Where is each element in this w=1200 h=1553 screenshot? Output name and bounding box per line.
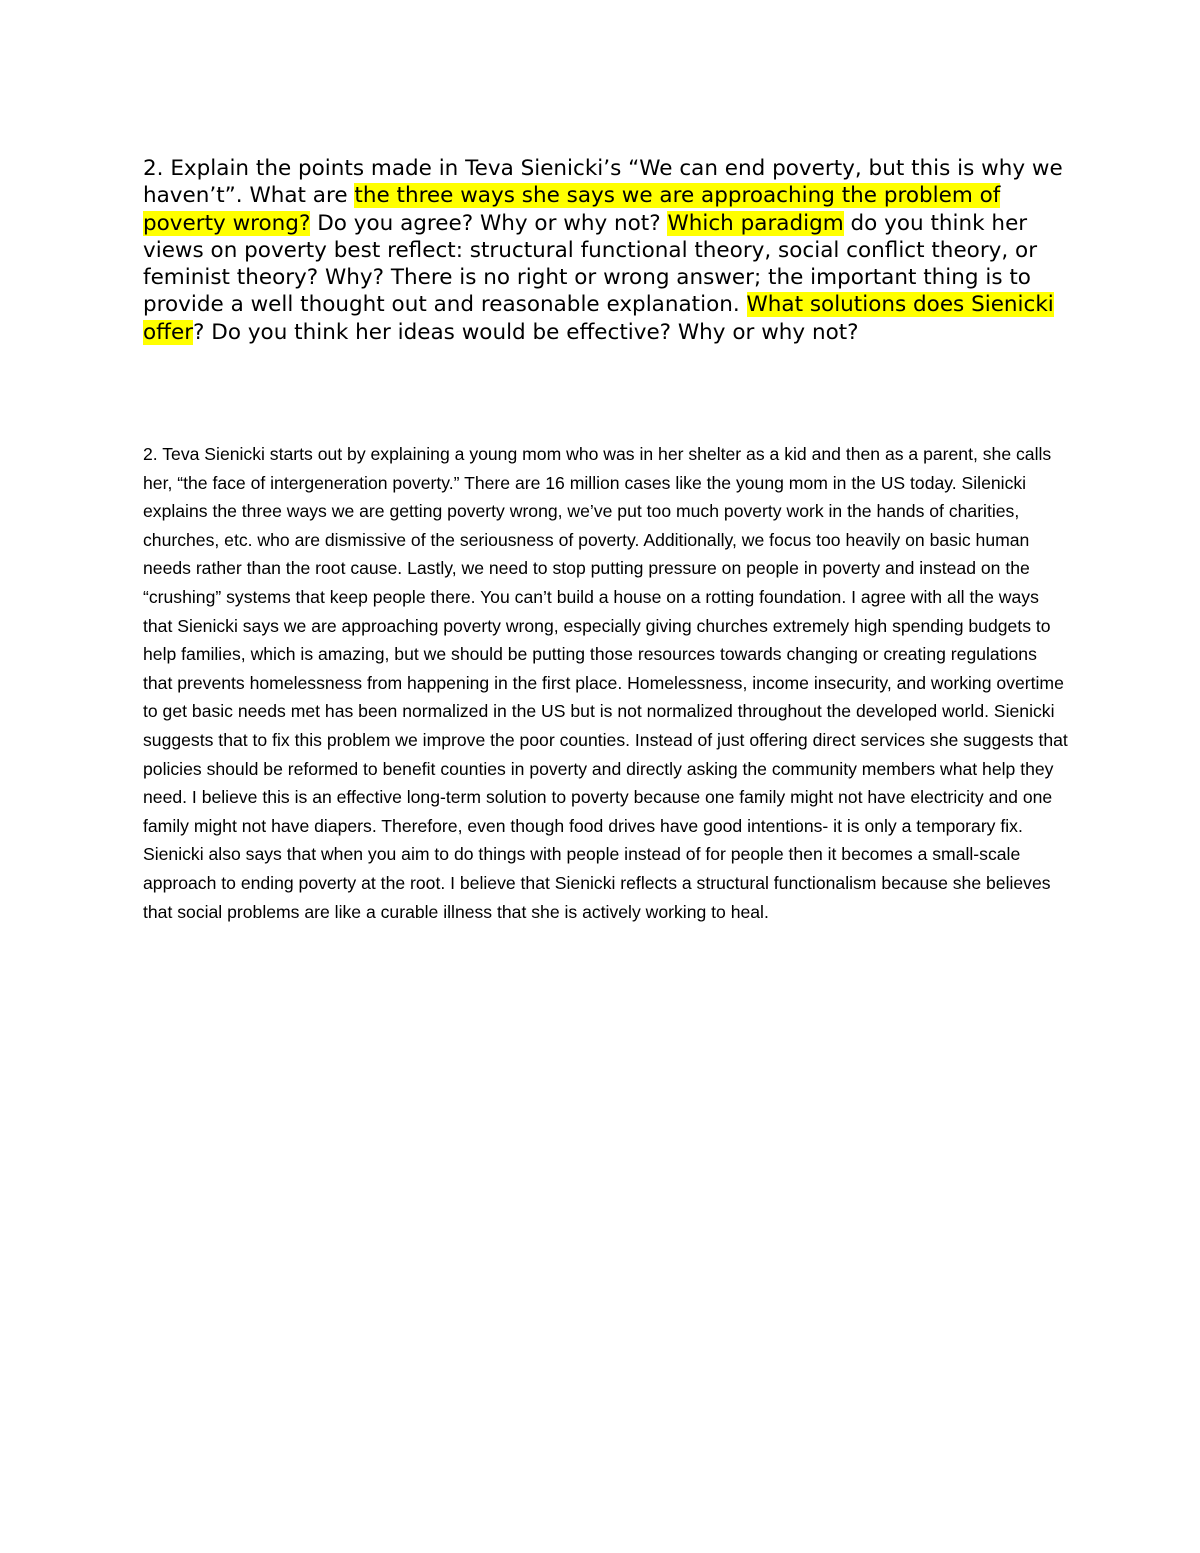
question-paragraph — [143, 155, 1068, 346]
question-text-3: do you think her views on poverty best reflect: structural functional theory, social conflict theory, or feminist theory? Why? There is no right or wrong answer; the important thing is to provide a well thought out and reasonable explanation. — [143, 210, 1038, 318]
question-text-2: Do you agree? Why or why not? — [310, 210, 668, 236]
highlight-which-paradigm: Which paradigm — [667, 210, 844, 236]
answer-paragraph: 2. Teva Sienicki starts out by explaining a young mom who was in her shelter as a kid and then as a parent, she calls her, “the face of intergeneration poverty.” There are 16 million cases like the young mom in the US today. Silenicki explains the three ways we are getting poverty wrong, we’ve put too much poverty work in the hands of charities, churches, etc. who are dismissive of the seriousness of poverty. Additionally, we focus too heavily on basic human needs rather than the root cause. Lastly, we need to stop putting pressure on people in poverty and instead on the “crushing” systems that keep people there. You can’t build a house on a rotting foundation. I agree with all the ways that Sienicki says we are approaching poverty wrong, especially giving churches extremely high spending budgets to help families, which is amazing, but we should be putting those resources towards changing or creating regulations that prevents homelessness from happening in the first place. Homelessness, income insecurity, and working overtime to get basic needs met has been normalized in the US but is not normalized throughout the developed world. Sienicki suggests that to fix this problem we improve the poor counties. Instead of just offering direct services she suggests that policies should be reformed to benefit counties in poverty and directly asking the community members what help they need. I believe this is an effective long-term solution to poverty because one family might not have electricity and one family might not have diapers. Therefore, even though food drives have good intentions- it is only a temporary fix. Sienicki also says that when you aim to do things with people instead of for people then it becomes a small-scale approach to ending poverty at the root. I believe that Sienicki reflects a structural functionalism because she believes that social problems are like a curable illness that she is actively working to heal. — [143, 444, 1068, 922]
question-text-4: ? Do you think her ideas would be effective? Why or why not? — [193, 319, 859, 345]
highlight-solutions: What solutions does Sienicki offer — [143, 292, 1054, 345]
highlight-three-ways: the three ways she says we are approaching the problem of poverty wrong? — [143, 183, 1001, 236]
question-text-1: 2. Explain the points made in Teva Sienicki’s “We can end poverty, but this is why we haven’t”. What are — [143, 156, 1063, 209]
